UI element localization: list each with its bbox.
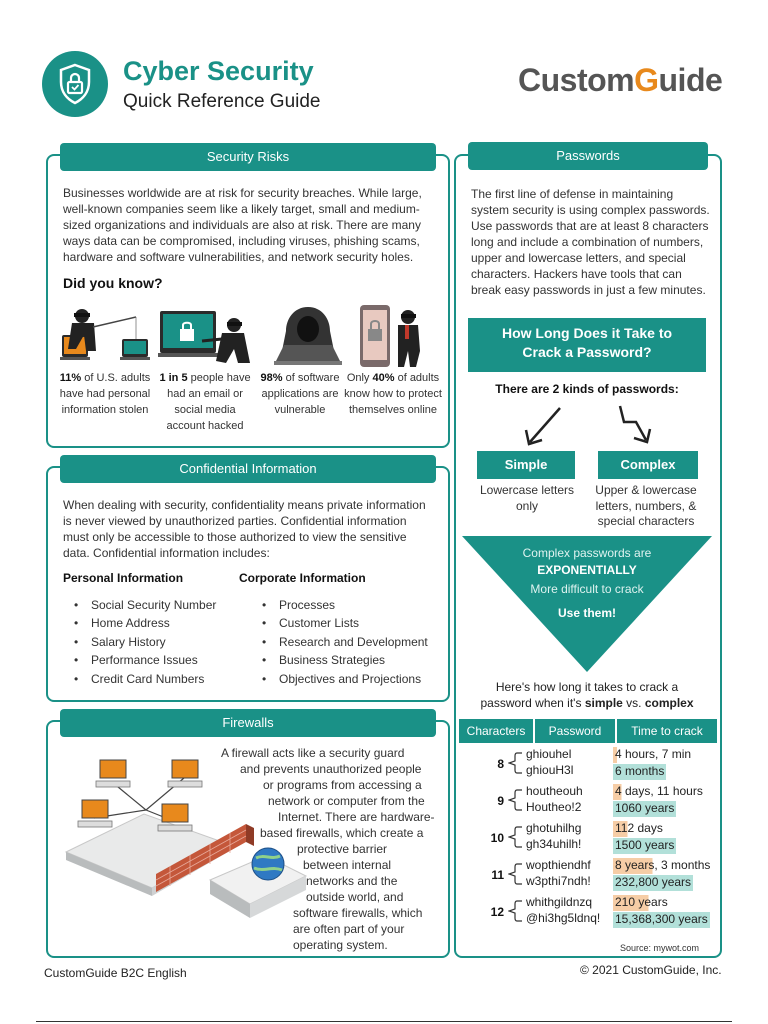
- column-header-characters: Characters: [459, 719, 533, 743]
- caption-simple: simple: [584, 696, 623, 710]
- complex-password: @hi3hg5ldnq!: [526, 911, 601, 925]
- row-characters: 11: [491, 868, 504, 882]
- simple-crack-time: 8 years, 3 months: [615, 858, 711, 872]
- hacker-fishing-icon: [60, 305, 152, 367]
- list-item: • Business Strategies: [251, 651, 428, 669]
- desc-line: Upper & lowercase: [595, 483, 697, 497]
- confidential-text: When dealing with security, confidentiality means private information is never viewed by unauthorized parties. Confidential information must only be accessible to those authorized to view the sensitive data. Confidential information includes:: [63, 498, 426, 560]
- shield-lock-icon: [42, 51, 108, 117]
- simple-crack-time: 4 hours, 7 min: [615, 747, 692, 761]
- list-item: • Credit Card Numbers: [63, 670, 216, 688]
- footer-copyright: © 2021 CustomGuide, Inc.: [580, 963, 722, 977]
- page-title: Cyber Security: [123, 56, 314, 86]
- firewall-text-line: are often part of your: [293, 922, 405, 936]
- firewall-text-line: networks and the: [306, 874, 398, 888]
- firewall-text-line: Internet. There are hardware-: [278, 810, 435, 824]
- passwords-text: The first line of defense in maintaining system security is using complex passwords. Use passwords that are at least 8 characters long and include a combination of numbers, upper and lowercase letters, and special characters. Hackers have tools that can break easy passwords in just a few minutes.: [471, 187, 710, 297]
- simple-password: wopthiendhf: [526, 858, 591, 872]
- triangle-line-1: Complex passwords are: [522, 546, 652, 560]
- corporate-info-list: [251, 596, 428, 688]
- simple-crack-time: 112 days: [615, 821, 663, 835]
- how-long-caption: [468, 679, 706, 711]
- stat-text: of adults know how to protect themselves online: [344, 372, 442, 416]
- list-item: • Customer Lists: [251, 614, 428, 632]
- firewall-text-line: operating system.: [293, 938, 388, 952]
- complex-password-label: Complex: [598, 451, 698, 479]
- list-item: • Salary History: [63, 633, 216, 651]
- triangle-line-3: More difficult to crack: [530, 582, 644, 596]
- complex-crack-time: 6 months: [615, 764, 665, 778]
- complex-password: gh34uhilh!: [526, 837, 582, 851]
- desc-line: Lowercase letters: [479, 483, 575, 497]
- security-risks-text: Businesses worldwide are at risk for security breaches. While large, well-known companies seem like a likely target, small and medium-sized organizations and individuals are also at risk. There are many ways data can be compromised, including viruses, phishing scams, hardware and software vulnerabilities, and network security holes.: [63, 186, 422, 264]
- simple-crack-time: 210 years: [615, 895, 668, 909]
- row-characters: 8: [497, 757, 504, 771]
- hooded-hacker-laptop-icon: [260, 305, 356, 367]
- caption-line: [468, 695, 706, 711]
- stat-bold: 11%: [59, 372, 82, 384]
- stat-bold: 98%: [260, 372, 283, 384]
- hacker-phone-icon: [356, 305, 428, 367]
- firewall-text-line: software firewalls, which: [293, 906, 423, 920]
- stat-text: of U.S. adults have had personal information stolen: [59, 372, 151, 416]
- stat-text: people have had an email or social media account hacked: [166, 372, 251, 432]
- caption-mid: vs.: [622, 696, 645, 710]
- hacker-stealing-lock-icon: [158, 305, 254, 367]
- stat-stolen-info: [56, 370, 154, 418]
- list-item: • Social Security Number: [63, 596, 216, 614]
- list-item: • Objectives and Projections: [251, 670, 428, 688]
- caption-pre: password when it's: [480, 696, 585, 710]
- firewall-text-line: based firewalls, which create a: [260, 826, 424, 840]
- security-risks-heading: Security Risks: [60, 143, 436, 171]
- simple-password: ghiouhel: [526, 747, 572, 761]
- desc-line: only: [515, 498, 538, 513]
- source-note: Source: mywot.com: [620, 943, 700, 953]
- simple-password-label: Simple: [477, 451, 575, 479]
- footer-divider: [36, 1021, 732, 1022]
- corporate-info-heading: Corporate Information: [239, 571, 366, 585]
- firewall-text-line: network or computer from the: [268, 794, 425, 808]
- list-item: • Research and Development: [251, 633, 428, 651]
- column-header-password: Password: [535, 719, 615, 743]
- caption-line: Here's how long it takes to crack a: [495, 680, 679, 694]
- crack-time-banner: [468, 318, 706, 372]
- list-item: • Processes: [251, 596, 428, 614]
- brand-end: uide: [658, 62, 723, 98]
- firewall-text-line: protective barrier: [297, 842, 388, 856]
- simple-crack-time: 4 days, 11 hours: [615, 784, 703, 798]
- personal-info-list: [63, 596, 216, 688]
- brand-logo: [518, 62, 722, 99]
- confidential-heading: Confidential Information: [60, 455, 436, 483]
- page-subtitle: Quick Reference Guide: [123, 91, 321, 112]
- password-table-header: [459, 719, 717, 743]
- complex-password: w3pthi7ndh!: [526, 874, 591, 888]
- simple-password-desc: [470, 483, 584, 514]
- simple-password: houtheouh: [526, 784, 583, 798]
- stat-vulnerable-software: [256, 370, 344, 418]
- firewall-text-line: and prevents unauthorized people: [240, 762, 422, 776]
- complex-password-desc: [586, 483, 706, 530]
- complex-crack-time: 1060 years: [615, 801, 675, 815]
- crack-banner-line: Crack a Password?: [522, 344, 652, 360]
- complex-crack-time: 232,800 years: [615, 875, 692, 889]
- list-item: • Performance Issues: [63, 651, 216, 669]
- complex-password: Houtheo!2: [526, 800, 582, 814]
- firewall-text-line: between internal: [303, 858, 392, 872]
- desc-line: special characters: [597, 514, 695, 528]
- simple-password: ghotuhilhg: [526, 821, 582, 835]
- stat-text: of software applications are vulnerable: [261, 372, 340, 416]
- complex-crack-time: 15,368,300 years: [615, 912, 708, 926]
- desc-line: letters, numbers, &: [595, 498, 697, 513]
- complex-password: ghiouH3l: [526, 763, 574, 777]
- brand-main: Custom: [518, 62, 635, 98]
- row-characters: 9: [497, 794, 504, 808]
- passwords-heading: Passwords: [468, 142, 708, 170]
- stat-bold: 40%: [372, 372, 395, 384]
- column-header-time: Time to crack: [617, 719, 717, 743]
- personal-info-heading: Personal Information: [63, 571, 184, 585]
- list-item: • Home Address: [63, 614, 216, 632]
- did-you-know-heading: Did you know?: [63, 275, 163, 291]
- firewalls-heading: Firewalls: [60, 709, 436, 737]
- simple-password: whithgildnzq: [526, 895, 593, 909]
- password-kinds-label: There are 2 kinds of passwords:: [495, 382, 679, 396]
- stat-pre: Only: [346, 372, 373, 384]
- footer-left-text: CustomGuide B2C English: [44, 966, 187, 980]
- row-characters: 10: [490, 831, 504, 845]
- firewall-text-line: or programs from accessing a: [263, 778, 422, 792]
- firewall-text-line: A firewall acts like a security guard: [221, 746, 405, 760]
- caption-complex: complex: [644, 696, 694, 710]
- arrows-icon: [520, 404, 660, 448]
- row-characters: 12: [490, 905, 504, 919]
- stat-hacked-accounts: [156, 370, 254, 434]
- complex-crack-time: 1500 years: [615, 838, 675, 852]
- stat-bold: 1 in 5: [159, 372, 188, 384]
- crack-banner-line: How Long Does it Take to: [501, 325, 673, 341]
- brand-accent: G: [634, 62, 659, 98]
- stat-protect-online: [344, 370, 442, 418]
- triangle-line-4: Use them!: [557, 606, 616, 620]
- firewall-text-line: outside world, and: [306, 890, 404, 904]
- triangle-line-2: EXPONENTIALLY: [537, 563, 637, 577]
